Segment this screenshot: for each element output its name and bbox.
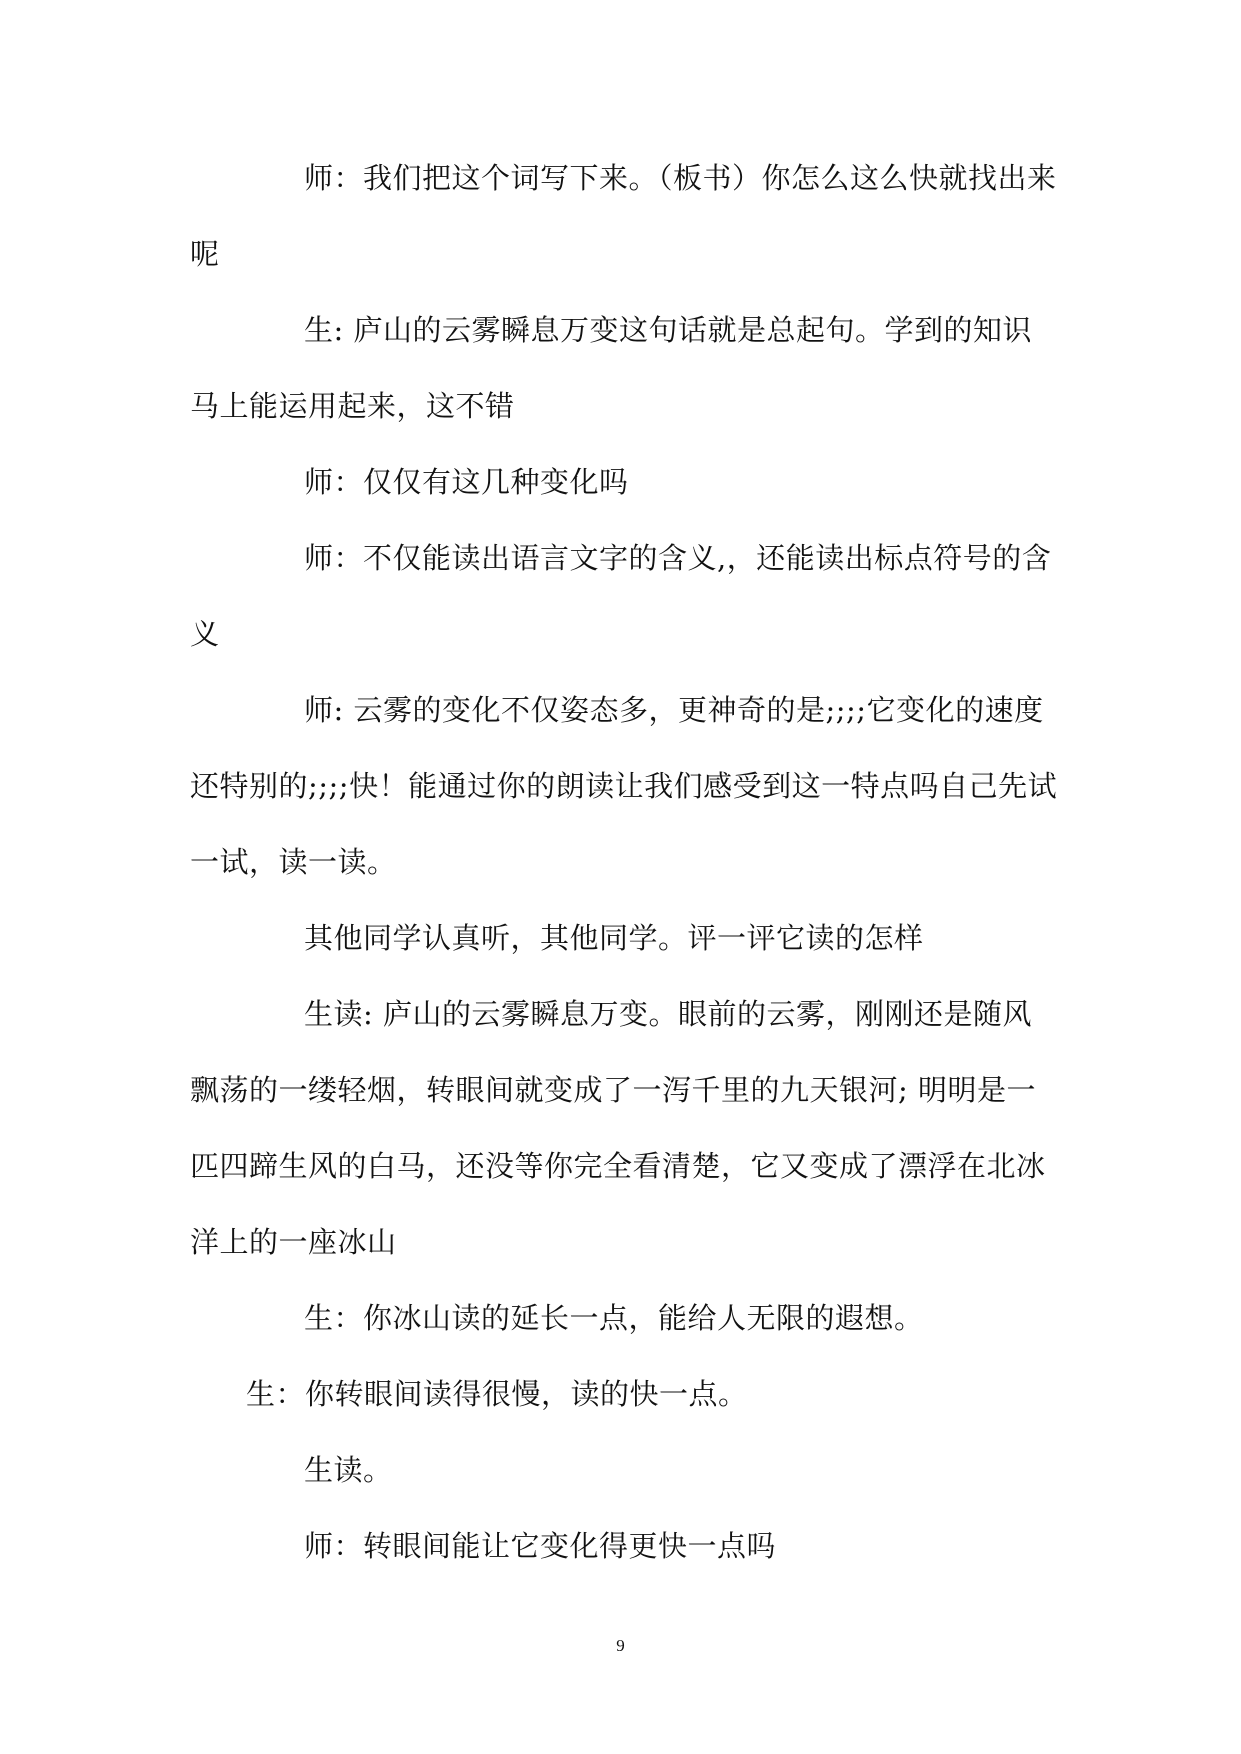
paragraph-6: 其他同学认真听，其他同学。评一评它读的怎样 [304, 921, 924, 955]
page-number: 9 [616, 1636, 625, 1655]
paragraph-3: 师：仅仅有这几种变化吗 [304, 465, 629, 499]
body-text [190, 140, 1060, 1584]
paragraph-2: 生: 庐山的云雾瞬息万变这句话就是总起句。学到的知识马上能运用起来，这不错 [190, 313, 1032, 423]
paragraph-4: 师：不仅能读出语言文字的含义,，还能读出标点符号的含义 [190, 541, 1052, 651]
paragraph-7: 生读: 庐山的云雾瞬息万变。眼前的云雾，刚刚还是随风飘荡的一缕轻烟，转眼间就变成了一泻千里的九天银河; 明明是一匹四蹄生风的白马，还没等你完全看清楚，它又变成了漂浮在北冰洋上的一座冰山 [190, 997, 1046, 1259]
paragraph-9: 生：你转眼间读得很慢，读的快一点。 [246, 1377, 748, 1411]
paragraph-11: 师：转眼间能让它变化得更快一点吗 [304, 1529, 777, 1563]
paragraph-1: 师：我们把这个词写下来。（板书）你怎么这么快就找出来呢 [190, 161, 1057, 271]
paragraph-10: 生读。 [304, 1453, 393, 1487]
paragraph-5: 师: 云雾的变化不仅姿态多，更神奇的是;;;;它变化的速度还特别的;;;;快！能通过你的朗读让我们感受到这一特点吗自己先试一试，读一读。 [190, 693, 1058, 879]
paragraph-8: 生：你冰山读的延长一点，能给人无限的遐想。 [304, 1301, 924, 1335]
